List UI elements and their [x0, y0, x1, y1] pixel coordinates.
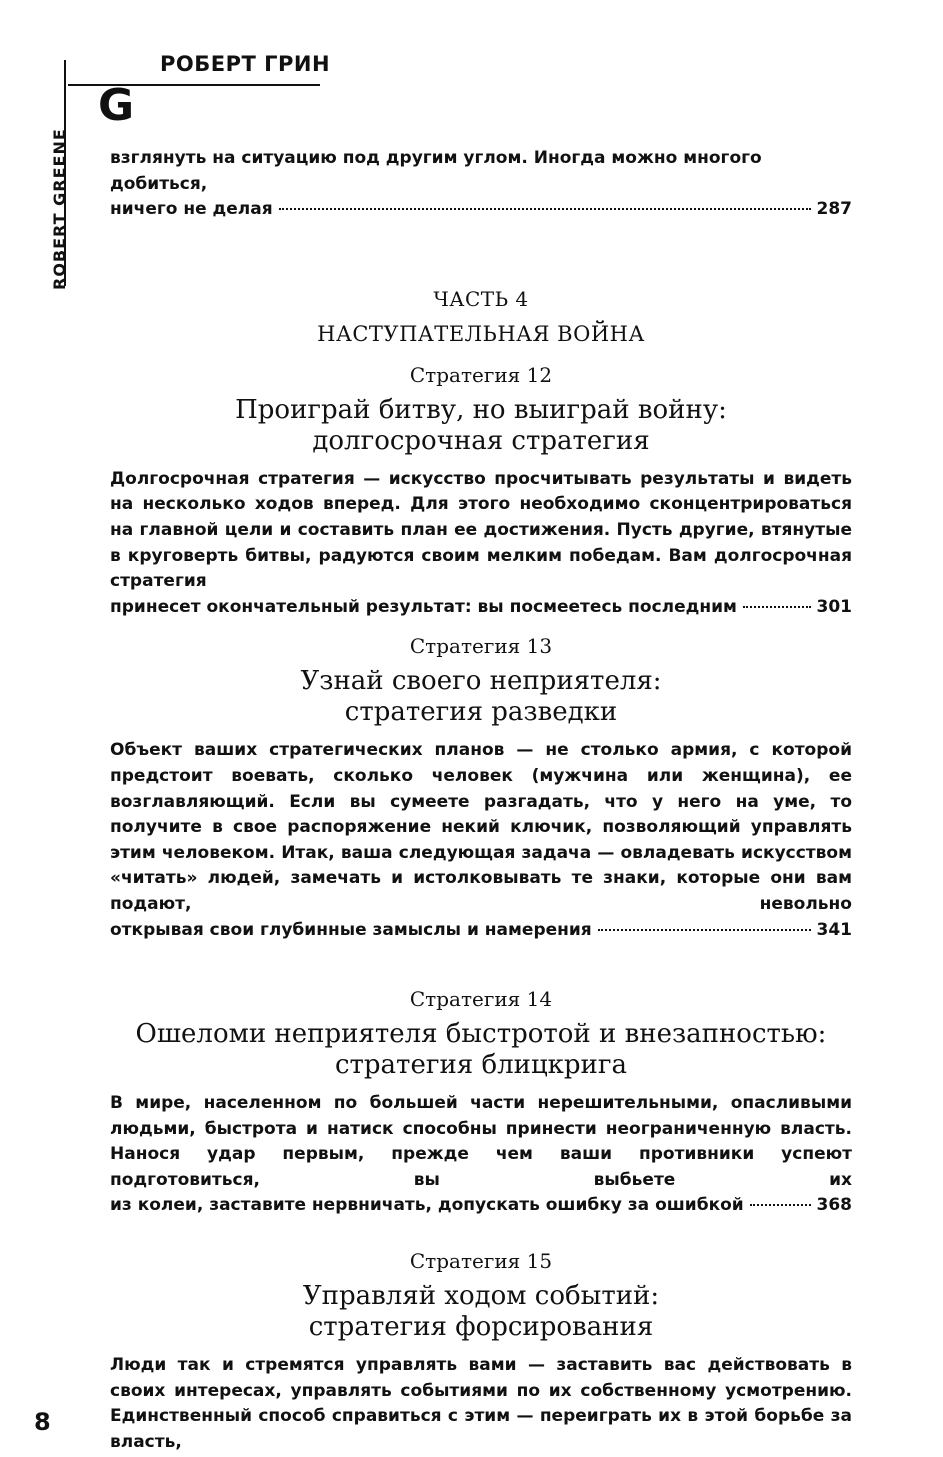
logo-letter: G	[98, 80, 135, 131]
strategy-subtitle: стратегия форсирования	[308, 1312, 654, 1343]
dot-leader	[750, 1204, 811, 1206]
part-label: ЧАСТЬ 4	[433, 286, 529, 311]
strategy-toc-line	[110, 918, 852, 944]
strategy-subtitle: стратегия блицкрига	[334, 1050, 628, 1081]
strategy-title: Проиграй битву, но выиграй войну:	[235, 394, 727, 425]
strategy-label: Стратегия 13	[409, 634, 553, 659]
strategy-page: 301	[816, 596, 852, 617]
strategy-body: В мире, населенном по большей части нерешительными, опасливыми людьми, быстрота и натиск способны принести неограниченную власть. Нанося удар первым, прежде чем ваши противники успеют подготовиться, вы выбьете их	[110, 1093, 852, 1190]
spine-text: ROBERT GREENE	[50, 128, 69, 290]
strategy-body: Люди так и стремятся управлять вами — заставить вас действовать в своих интересах, управлять событиями по их собственному усмотрению. Единственный способ справиться с этим — переиграть их в этой борьбе за власть,	[110, 1355, 852, 1452]
strategy-label: Стратегия 15	[409, 1249, 553, 1274]
strategy-page: 341	[816, 919, 852, 940]
strategy-label: Стратегия 14	[409, 987, 553, 1012]
strategy-body: Объект ваших стратегических планов — не столько армия, с которой предстоит воевать, сколько человек (мужчина или женщина), ее возглавляющий. Если вы сумеете разгадать, что у него на уме, то получите в свое распоряжение некий ключик, позволяющий управлять этим человеком. Итак, ваша следующая задача — овладевать искусством «читать» людей, замечать и истолковывать те знаки, которые они вам подают, невольно	[110, 740, 852, 914]
strategy-title: Ошеломи неприятеля быстротой и внезапностью:	[135, 1019, 827, 1050]
strategy-last-line: открывая свои глубинные замыслы и намерения	[110, 919, 592, 940]
intro-toc-line	[110, 197, 852, 223]
strategy-title: Управляй ходом событий:	[302, 1281, 660, 1312]
strategy-toc-line	[110, 595, 852, 621]
intro-text: взглянуть на ситуацию под другим углом. Иногда можно многого добиться,	[110, 148, 762, 194]
header-author: РОБЕРТ ГРИН	[160, 52, 331, 76]
strategy-last-line: из колеи, заставите нервничать, допускать ошибку за ошибкой	[110, 1195, 744, 1216]
part-title: НАСТУПАТЕЛЬНАЯ ВОЙНА	[317, 321, 645, 346]
strategy-toc-line	[110, 1193, 852, 1219]
page-number: 8	[34, 1408, 51, 1436]
strategy-page: 368	[816, 1195, 852, 1216]
toc-content	[110, 146, 852, 1455]
strategy-label: Стратегия 12	[409, 362, 553, 387]
dot-leader	[279, 208, 811, 210]
intro-page: 287	[816, 199, 852, 220]
strategy-body: Долгосрочная стратегия — искусство просчитывать результаты и видеть на несколько ходов вперед. Для этого необходимо сконцентрироваться на главной цели и составить план ее достижения. Пусть другие, втянутые в круговерть битвы, радуются своим мелким победам. Вам долгосрочная стратегия	[110, 468, 852, 592]
strategy-last-line: принесет окончательный результат: вы посмеетесь последним	[110, 596, 737, 617]
strategy-subtitle: долгосрочная стратегия	[312, 425, 650, 456]
strategy-title: Узнай своего неприятеля:	[300, 666, 662, 697]
dot-leader	[598, 929, 811, 931]
intro-last-line: ничего не делая	[110, 199, 273, 220]
dot-leader	[743, 606, 811, 608]
strategy-subtitle: стратегия разведки	[344, 697, 618, 728]
